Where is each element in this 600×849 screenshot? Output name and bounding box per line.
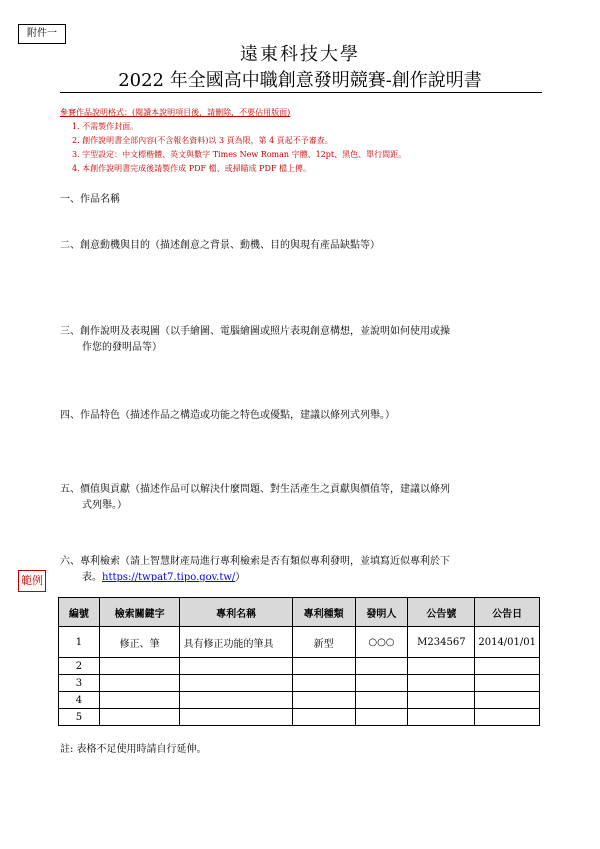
table-row [59,658,540,675]
section-number: 一、 [60,194,80,205]
instruction-item: 2. 創作說明書全部內容(不含報名資料)以 3 頁為限，第 4 頁起不予審查。 [72,136,333,145]
header-announcement-no: 公告號 [408,598,475,627]
table-note: 註: 表格不足使用時請自行延伸。 [60,744,207,755]
example-label: 範例 [18,570,46,592]
table-header-row [59,598,540,627]
section-heading-continued [60,570,550,586]
section-creation-description [60,324,550,356]
section-heading: 創作說明及表現圖（以手繪圖、電腦繪圖或照片表現創意構想，並說明如何使用或操 [80,326,450,337]
document-title: 2022 年全國高中職創意發明競賽-創作說明書 [118,70,482,91]
table-cell [180,692,292,709]
section-number: 三、 [60,326,80,337]
attachment-label: 附件一 [18,24,66,44]
table-row [59,675,540,692]
table-cell: 2 [59,658,100,675]
document-title-school: 遠東科技大學 [240,44,360,65]
section-heading: 專利檢索（請上智慧財產局進行專利檢索是否有類似專利發明，並填寫近似專利於下 [80,556,450,567]
table-cell [99,675,180,692]
table-cell [475,658,540,675]
section-value [60,482,550,514]
table-cell [292,658,355,675]
section-motivation [60,238,550,254]
header-keyword: 檢索關鍵字 [99,598,180,627]
table-cell [292,709,355,726]
table-cell [355,692,408,709]
instructions-block [60,106,550,176]
section-features [60,408,550,424]
table-cell [355,658,408,675]
title-divider [60,92,542,93]
section-heading: 價值與貢獻（描述作品可以解決什麼問題、對生活產生之貢獻與價值等，建議以條列 [80,484,450,495]
table-cell [475,692,540,709]
table-cell [180,675,292,692]
table-cell [180,709,292,726]
continuation-suffix: ） [235,572,246,583]
header-patent-name: 專利名稱 [180,598,292,627]
table-cell: 修正、筆 [99,627,180,658]
section-number: 四、 [60,410,80,421]
table-cell [292,692,355,709]
section-work-name [60,192,550,208]
table-cell [99,692,180,709]
instruction-item: 1. 不需製作封面。 [72,122,139,131]
table-cell [408,692,475,709]
section-patent-search [60,554,550,586]
section-heading-continued: 式列舉。） [82,500,127,511]
table-cell [355,709,408,726]
section-number: 二、 [60,240,80,251]
table-cell: 3 [59,675,100,692]
table-cell: ○○○ [355,627,408,658]
header-patent-type: 專利種類 [292,598,355,627]
table-cell: 5 [59,709,100,726]
section-heading: 作品名稱 [80,194,120,205]
header-inventor: 發明人 [355,598,408,627]
instruction-item: 3. 字型設定：中文標楷體、英文與數字 Times New Roman 字體、12pt、黑色、單行間距。 [72,150,407,159]
header-number: 編號 [59,598,100,627]
section-heading: 作品特色（描述作品之構造或功能之特色或優點，建議以條列式列舉。） [80,410,395,421]
table-cell [355,675,408,692]
table-cell: M234567 [408,627,475,658]
table-cell [408,709,475,726]
table-cell [99,658,180,675]
table-row [59,692,540,709]
table-cell: 2014/01/01 [475,627,540,658]
table-cell [408,675,475,692]
table-cell: 新型 [292,627,355,658]
patent-table [58,597,540,726]
table-row [59,709,540,726]
table-cell [180,658,292,675]
section-number: 五、 [60,484,80,495]
table-cell: 1 [59,627,100,658]
section-heading: 創意動機與目的（描述創意之背景、動機、目的與現有產品缺點等） [80,240,380,251]
instructions-list [60,120,550,176]
table-cell: 具有修正功能的筆具 [180,627,292,658]
table-cell [475,675,540,692]
patent-search-link[interactable]: https://twpat7.tipo.gov.tw/ [102,572,236,583]
header-announcement-date: 公告日 [475,598,540,627]
continuation-prefix: 表。 [82,572,102,583]
instructions-title: 參賽作品說明格式：(閱讀本說明項目後，請刪除，不要佔用版面) [60,108,291,117]
section-heading-continued: 作您的發明品等） [82,342,162,353]
table-cell: 4 [59,692,100,709]
table-cell [99,709,180,726]
table-cell [475,709,540,726]
table-row [59,627,540,658]
instruction-item: 4. 本創作說明書完成後請製作成 PDF 檔、或掃瞄成 PDF 檔上傳。 [72,164,312,173]
table-cell [408,658,475,675]
table-cell [292,675,355,692]
section-number: 六、 [60,556,80,567]
